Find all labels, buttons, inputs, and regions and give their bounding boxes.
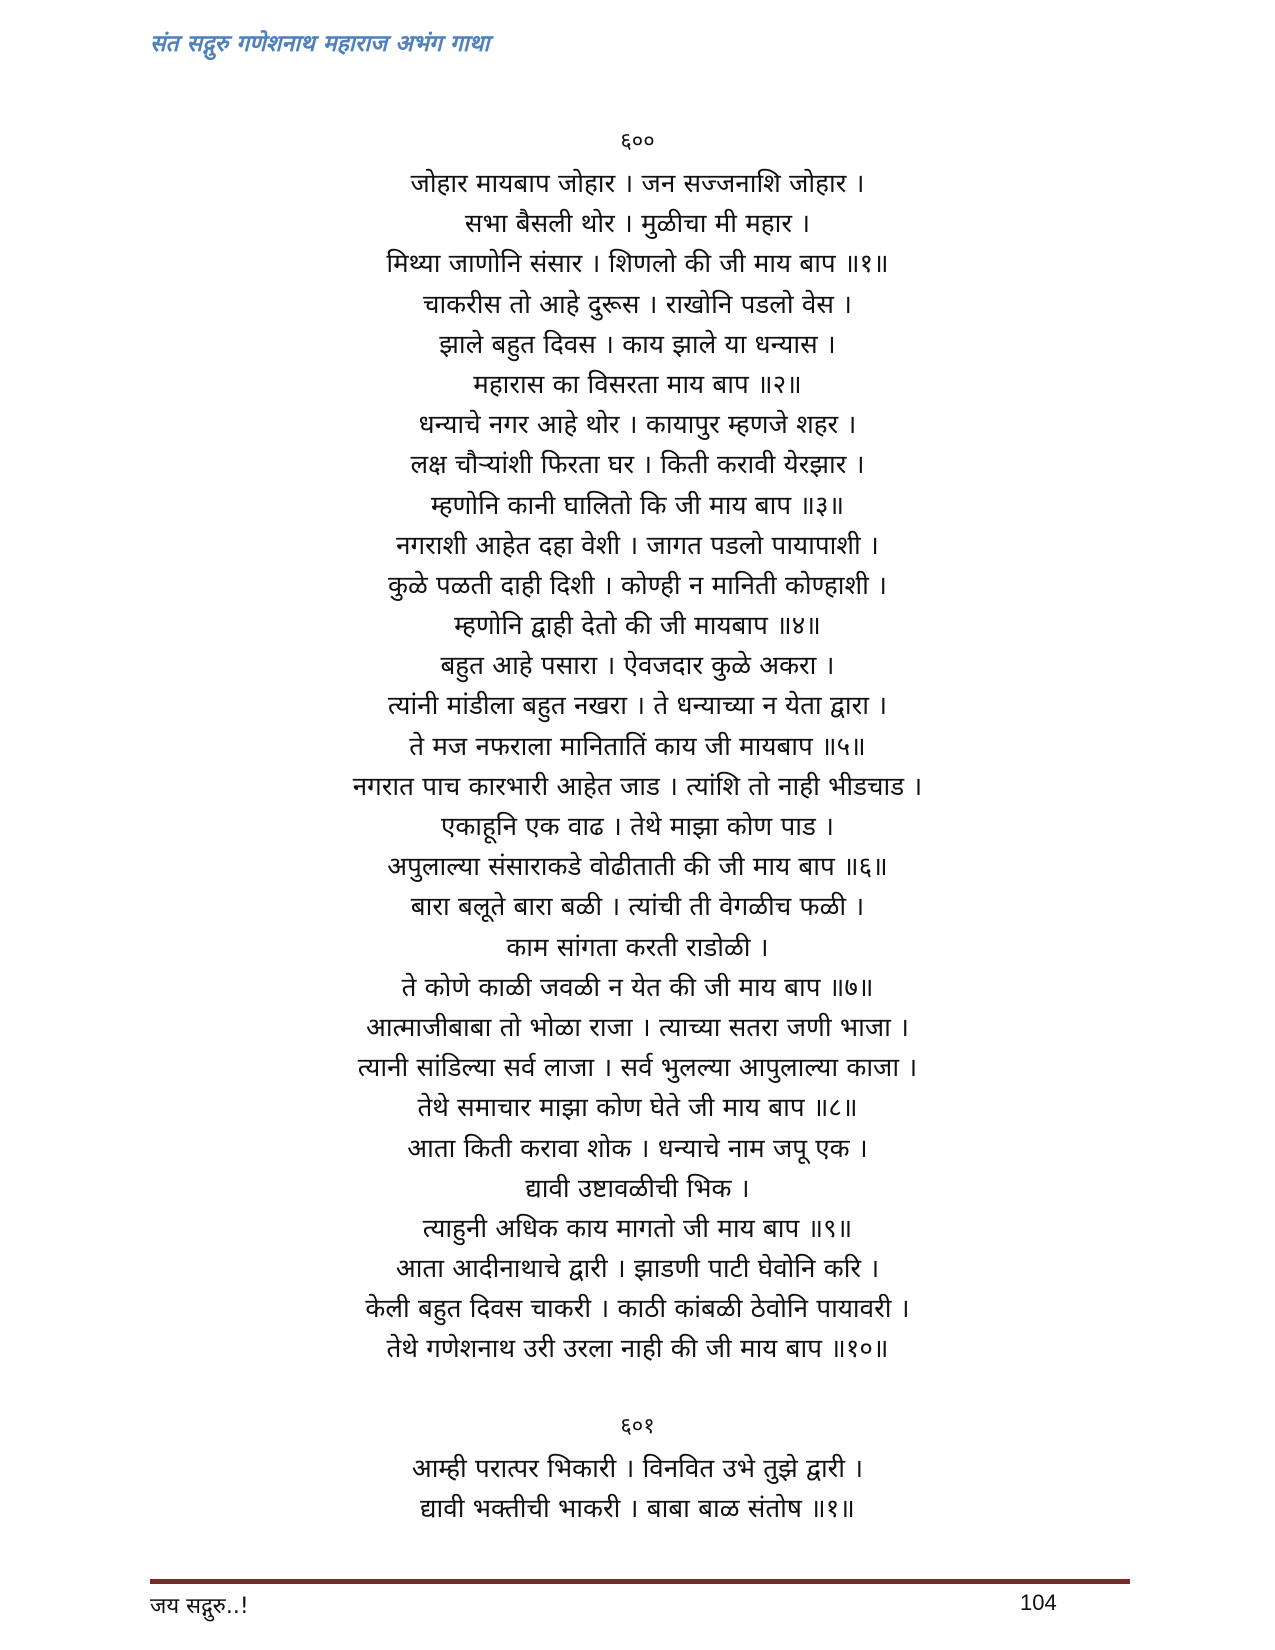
verse-line: द्यावी भक्तीची भाकरी । बाबा बाळ संतोष ॥१॥ [420, 1494, 855, 1525]
verse-line: सभा बैसली थोर । मुळीचा मी महार । [464, 209, 811, 240]
verse-line: द्यावी उष्टावळीची भिक । [525, 1173, 750, 1204]
verse-line: अपुलाल्या संसाराकडे वोढीताती की जी माय बाप ॥६॥ [387, 852, 888, 883]
poem-block [0, 126, 1275, 1370]
verse-line: काम सांगता करती राडोळी । [506, 932, 769, 963]
verse-line: झाले बहुत दिवस । काय झाले या धन्यास । [439, 329, 836, 360]
poem-number: ६०० [620, 129, 655, 154]
verse-line: त्याहुनी अधिक काय मागतो जी माय बाप ॥९॥ [422, 1213, 853, 1244]
verse-line: त्यांनी मांडीला बहुत नखरा । ते धन्याच्या न येता द्वारा । [387, 691, 888, 722]
verse-line: बारा बलूते बारा बळी । त्यांची ती वेगळीच फळी । [410, 892, 865, 923]
verse-line: कुळे पळती दाही दिशी । कोण्ही न मानिती कोण्हाशी । [388, 570, 887, 601]
verse-line: मिथ्या जाणोनि संसार । शिणलो की जी माय बाप ॥१॥ [386, 249, 889, 280]
verse-line: आता किती करावा शोक । धन्याचे नाम जपू एक । [407, 1133, 868, 1164]
verse-line: म्हणोनि कानी घालितो कि जी माय बाप ॥३॥ [430, 490, 845, 521]
verse-line: ते कोणे काळी जवळी न येत की जी माय बाप ॥७॥ [401, 972, 874, 1003]
page-number: 104 [1020, 1590, 1057, 1615]
verse-line: तेथे गणेशनाथ उरी उरला नाही की जी माय बाप ॥१०॥ [386, 1334, 889, 1365]
verse-line: एकाहूनि एक वाढ । तेथे माझा कोण पाड । [440, 812, 835, 842]
verse-line: केली बहुत दिवस चाकरी । काठी कांबळी ठेवोनि पायावरी । [365, 1294, 910, 1325]
verse-line: नगरात पाच कारभारी आहेत जाड । त्यांशि तो नाही भीडचाड । [352, 771, 923, 802]
verse-line: आत्माजीबाबा तो भोळा राजा । त्याच्या सतरा जणी भाजा । [366, 1012, 909, 1043]
poem-block [0, 1411, 1275, 1529]
verse-line: आता आदीनाथाचे द्वारी । झाडणी पाटी घेवोनि करि । [395, 1254, 880, 1285]
verse-line: नगराशी आहेत दहा वेशी । जागत पडलो पायापाशी । [396, 530, 879, 561]
verse-line: महारास का विसरता माय बाप ॥२॥ [473, 369, 802, 400]
verse-line: जोहार मायबाप जोहार । जन सज्जनाशि जोहार । [410, 169, 865, 199]
verse-line: ते मज नफराला मानितातिं काय जी मायबाप ॥५॥ [409, 731, 866, 762]
footer-rule [150, 1579, 1130, 1584]
verse-line: आम्ही परात्पर भिकारी । विनवित उभे तुझे द्वारी । [411, 1454, 864, 1484]
verse-line: त्यानी सांडिल्या सर्व लाजा । सर्व भुलल्या आपुलाल्या काजा । [357, 1053, 918, 1084]
verse-line: लक्ष चौऱ्यांशी फिरता घर । किती करावी येरझार । [410, 450, 865, 481]
verse-line: बहुत आहे पसारा । ऐवजदार कुळे अकरा । [440, 651, 835, 682]
verse-line: चाकरीस तो आहे दुरूस । राखोनि पडलो वेस । [422, 289, 853, 320]
footer-tagline: जय सद्गुरु..! [150, 1594, 249, 1619]
verse-line: म्हणोनि द्वाही देतो की जी मायबाप ॥४॥ [454, 611, 821, 642]
verse-line: तेथे समाचार माझा कोण घेते जी माय बाप ॥८॥ [417, 1093, 858, 1124]
poem-number: ६०१ [620, 1414, 655, 1439]
verse-line: धन्याचे नगर आहे थोर । कायापुर म्हणजे शहर । [418, 410, 857, 441]
running-header: संत सद्गुरु गणेशनाथ महाराज अभंग गाथा [150, 31, 490, 57]
